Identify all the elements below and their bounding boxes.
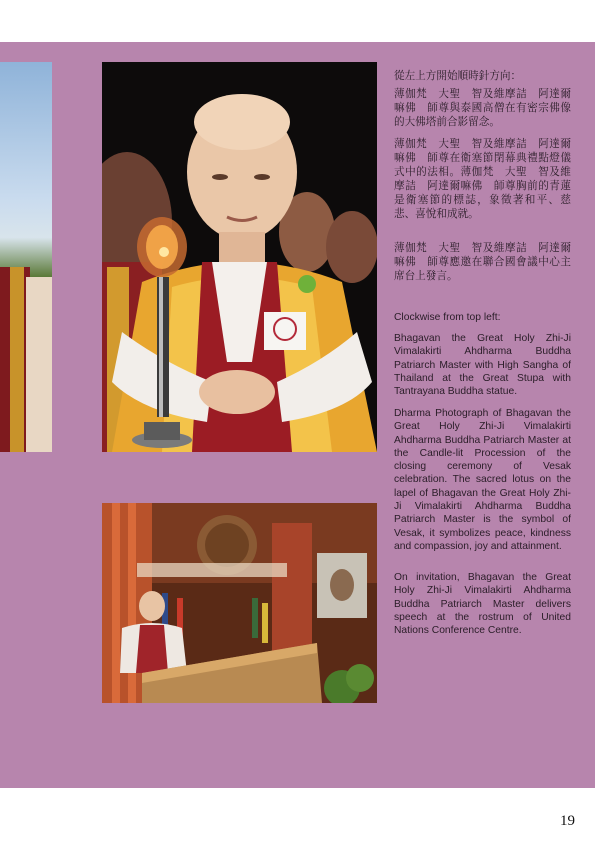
photo-un-conference-speech	[102, 503, 377, 703]
zh-caption-3: 薄伽梵 大聖 智及維摩詰 阿達爾嘛佛 師尊應邀在聯合國會議中心主席台上發言。	[394, 242, 571, 282]
conference-illustration	[102, 503, 377, 703]
page-number: 19	[560, 813, 575, 829]
en-caption-3: On invitation, Bhagavan the Great Holy Zhi-Ji Vimalakirti Ahdharma Buddha Patriarch Master delivers speech at the rostrum of United Nations Conference Centre.	[394, 572, 571, 637]
photo-monks-at-stupa	[0, 62, 52, 452]
robe-sash-shape	[10, 267, 24, 452]
en-caption-1: Bhagavan the Great Holy Zhi-Ji Vimalakirti Ahdharma Buddha Patriarch Master with High Sangha of Thailand at the Great Stupa with Tantrayana Buddha statue.	[394, 333, 571, 398]
zh-heading: 從左上方開始順時針方向：	[394, 70, 522, 82]
robe-sleeve-shape	[26, 277, 52, 452]
en-heading: Clockwise from top left:	[394, 312, 501, 323]
zh-caption-2: 薄伽梵 大聖 智及維摩詰 阿達爾嘛佛 師尊在衛塞節閉幕典禮點燈儀式中的法相。薄伽梵 大聖 智及維摩詰 阿達爾嘛佛 師尊胸前的青蓮是衛塞節的標誌，象徵著和平、慈悲、喜悅和成就。	[394, 138, 571, 220]
zh-caption-1: 薄伽梵 大聖 智及維摩詰 阿達爾嘛佛 師尊與泰國高僧在有密宗佛像的大佛塔前合影留念。	[394, 88, 571, 128]
portrait-illustration	[102, 62, 377, 452]
en-caption-2: Dharma Photograph of Bhagavan the Great Holy Zhi-Ji Vimalakirti Ahdharma Buddha Patriarch Master at the Candle-lit Procession of the closing ceremony of Vesak celebration. The sacred lotus on the lapel of Bhagavan the Great Holy Zhi-Ji Vimalakirti Ahdharma Buddha Patriarch Master is the symbol of Vesak, it symbolizes peace, kindness and compassion, joy and attainment.	[394, 408, 571, 552]
photo-master-with-candle	[102, 62, 377, 452]
